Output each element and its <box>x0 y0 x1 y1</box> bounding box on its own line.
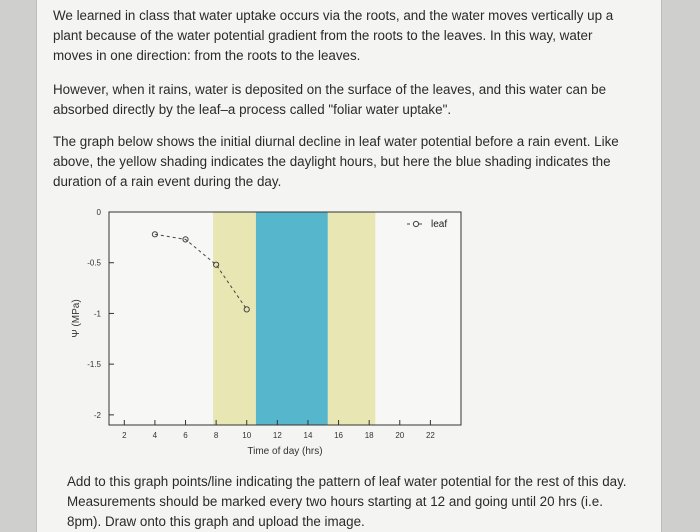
paragraph-rain: However, when it rains, water is deposited on the surface of the leaves, and this water can be absorbed directly by the leaf–a process called "foliar water uptake". <box>53 82 607 117</box>
x-tick-label: 16 <box>334 431 344 440</box>
x-tick-label: 12 <box>272 431 282 440</box>
paragraph-intro: We learned in class that water uptake occurs via the roots, and the water moves vertically up a plant because of the water potential gradient from the roots to the leaves. In this way, water moves in one direction: from the roots to the leaves. <box>53 8 614 63</box>
x-tick-label: 2 <box>122 431 127 440</box>
x-tick-label: 20 <box>395 431 405 440</box>
legend-marker <box>413 221 418 226</box>
x-tick-label: 6 <box>183 431 188 440</box>
water-potential-chart[interactable] <box>37 0 661 470</box>
x-tick-label: 8 <box>213 431 219 440</box>
y-tick-label: -2 <box>93 410 101 420</box>
y-tick-label: 0 <box>96 208 101 217</box>
document-page <box>36 0 662 532</box>
legend-label: leaf <box>431 219 448 230</box>
x-tick-label: 18 <box>364 431 374 440</box>
paragraph-graph-description: The graph below shows the initial diurnal decline in leaf water potential before a rain event. Like above, the yellow shading indicates the daylight hours, but here the blue shading indicates the duration of a rain event during the day. <box>53 134 619 189</box>
x-tick-label: 22 <box>425 431 435 440</box>
x-tick-label: 4 <box>152 431 158 440</box>
y-tick-label: -1 <box>93 309 101 319</box>
y-axis-label: Ψ (MPa) <box>71 299 82 338</box>
x-tick-label: 14 <box>303 431 313 440</box>
daylight-shading-band <box>213 212 256 425</box>
daylight-shading-band <box>328 212 375 425</box>
y-tick-label: -0.5 <box>87 258 101 268</box>
y-tick-label: -1.5 <box>87 360 101 370</box>
rain-shading-band <box>256 212 328 425</box>
x-tick-label: 10 <box>242 431 252 440</box>
x-axis-label: Time of day (hrs) <box>247 446 323 457</box>
paragraph-instructions: Add to this graph points/line indicating the pattern of leaf water potential for the rest of this day. Measurements should be marked every two hours starting at 12 and going until 20 hrs (i.e. 8pm). Draw onto this graph and upload the image. <box>67 474 627 529</box>
